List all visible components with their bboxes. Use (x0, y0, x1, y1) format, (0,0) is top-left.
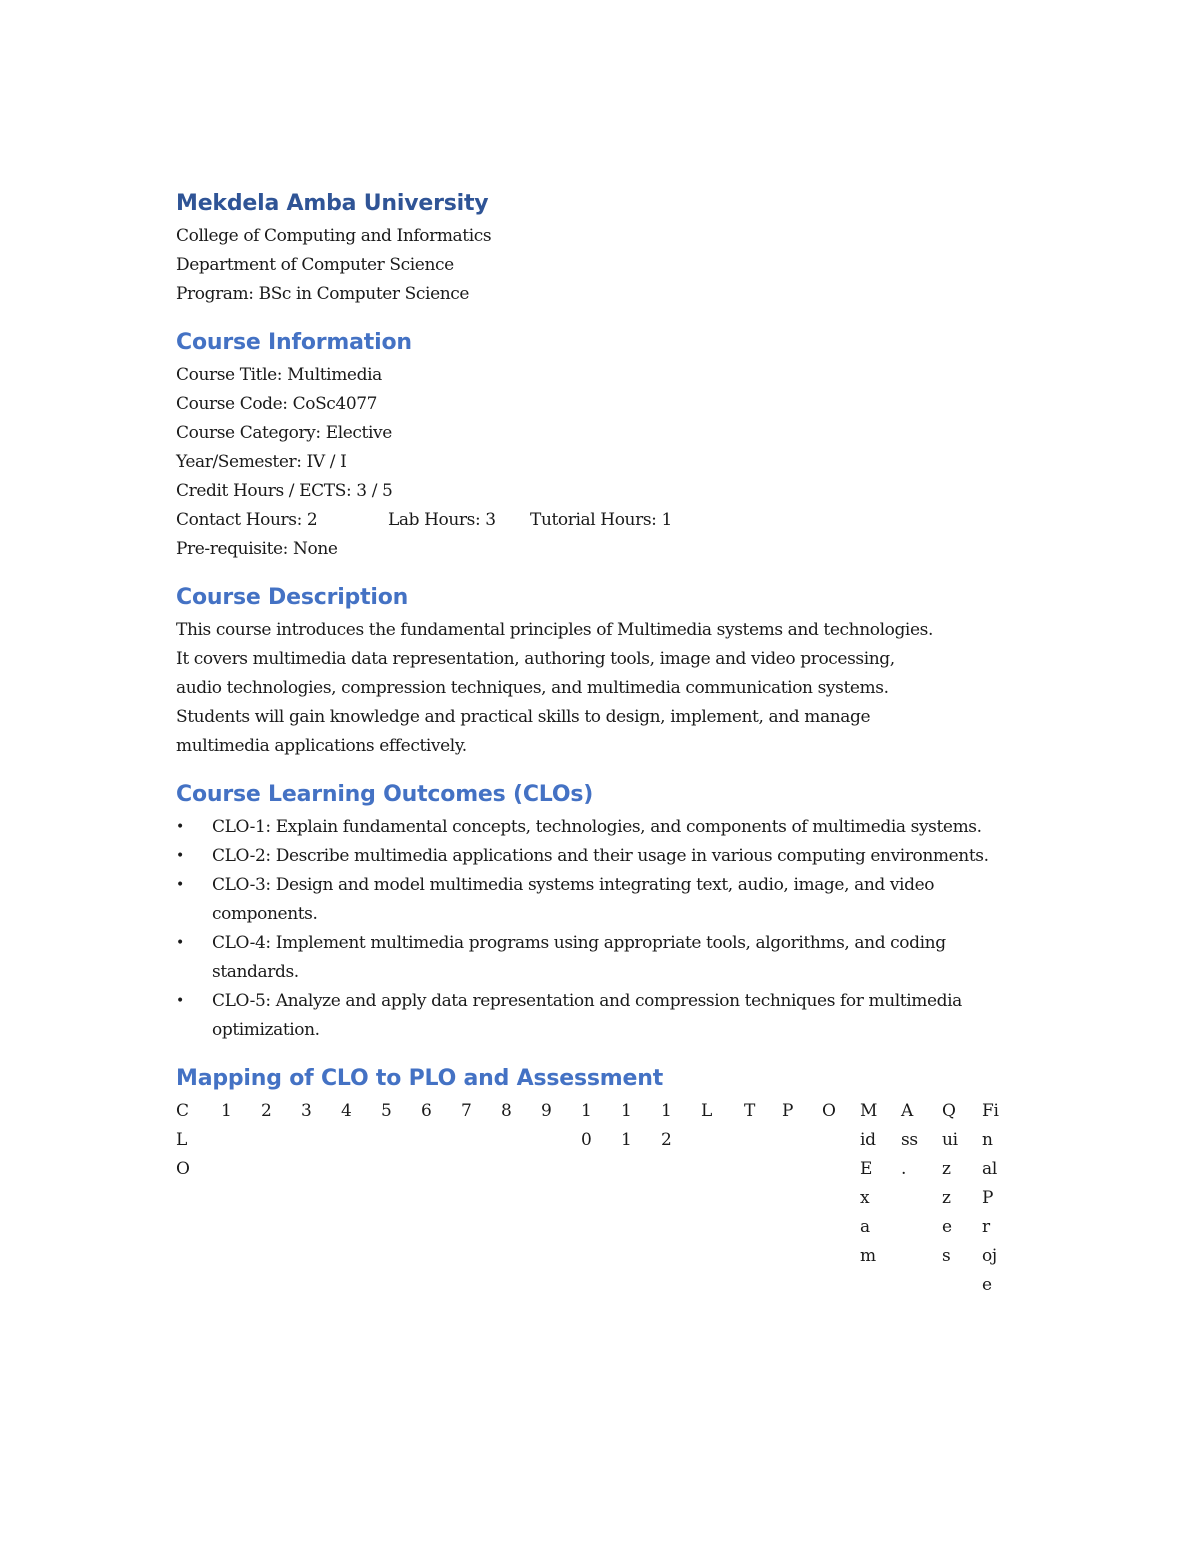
mapping-column (381, 1097, 392, 1126)
mapping-column (744, 1097, 755, 1126)
clo-list (176, 813, 1036, 1045)
mapping-cell-text: id (860, 1130, 876, 1150)
mapping-column (701, 1097, 712, 1126)
mapping-cell-text: L (176, 1130, 187, 1150)
mapping-cell-text: . (901, 1159, 907, 1179)
mapping-cell-text: al (982, 1159, 997, 1179)
description-line: audio technologies, compression techniques, and multimedia communication systems. (176, 678, 889, 698)
mapping-cell-text: 1 (621, 1101, 632, 1121)
mapping-cell-text: e (942, 1217, 952, 1237)
clo-item (176, 842, 992, 871)
document-page (176, 186, 1036, 1297)
mapping-column (461, 1097, 472, 1126)
bullet-icon: • (176, 819, 184, 835)
mapping-cell-text: 9 (541, 1101, 552, 1121)
mapping-cell-text: L (701, 1101, 712, 1121)
mapping-cell-text: r (982, 1217, 990, 1237)
mapping-cell-text: 3 (301, 1101, 312, 1121)
mapping-column (501, 1097, 512, 1126)
tutorial-hours: Tutorial Hours: 1 (530, 510, 672, 530)
mapping-column (860, 1097, 877, 1271)
header-section (176, 186, 1036, 309)
mapping-column (221, 1097, 232, 1126)
mapping-column (661, 1097, 672, 1155)
mapping-cell-text: z (942, 1159, 951, 1179)
clo-text: CLO-3: Design and model multimedia systems integrating text, audio, image, and video components. (212, 875, 935, 924)
course-description-heading: Course Description (176, 585, 409, 610)
clo-item (176, 871, 992, 929)
mapping-cell-text: oj (982, 1246, 997, 1266)
mapping-column (581, 1097, 592, 1155)
clo-text: CLO-1: Explain fundamental concepts, technologies, and components of multimedia systems. (212, 817, 982, 837)
mapping-column (421, 1097, 432, 1126)
mapping-cell-text: a (860, 1217, 870, 1237)
clo-text: CLO-5: Analyze and apply data representation and compression techniques for multimedia optimization. (212, 991, 962, 1040)
course-code: Course Code: CoSc4077 (176, 394, 378, 414)
mapping-cell-text: e (982, 1275, 992, 1295)
mapping-cell-text: 7 (461, 1101, 472, 1121)
mapping-cell-text: 2 (661, 1130, 672, 1150)
year-semester: Year/Semester: IV / I (176, 452, 347, 472)
mapping-column (901, 1097, 918, 1184)
mapping-cell-text: C (176, 1101, 189, 1121)
mapping-column (261, 1097, 272, 1126)
mapping-cell-text: ui (942, 1130, 958, 1150)
mapping-cell-text: 4 (341, 1101, 352, 1121)
clo-section (176, 777, 1036, 1045)
mapping-cell-text: P (982, 1188, 994, 1208)
university-title: Mekdela Amba University (176, 191, 489, 216)
description-line: It covers multimedia data representation, authoring tools, image and video processing, (176, 649, 895, 669)
mapping-cell-text: n (982, 1130, 993, 1150)
mapping-cell-text: x (860, 1188, 870, 1208)
mapping-cell-text: 1 (581, 1101, 592, 1121)
mapping-cell-text: 5 (381, 1101, 392, 1121)
mapping-cell-text: 0 (581, 1130, 592, 1150)
course-description-section (176, 580, 1036, 761)
mapping-cell-text: E (860, 1159, 873, 1179)
mapping-cell-text: O (176, 1159, 190, 1179)
mapping-cell-text: O (822, 1101, 836, 1121)
bullet-icon: • (176, 935, 184, 951)
mapping-table (176, 1097, 1036, 1297)
mapping-column (942, 1097, 958, 1271)
course-information-heading: Course Information (176, 330, 412, 355)
mapping-cell-text: T (744, 1101, 756, 1121)
bullet-icon: • (176, 877, 184, 893)
clo-text: CLO-2: Describe multimedia applications and their usage in various computing environments. (212, 846, 989, 866)
mapping-cell-text: 6 (421, 1101, 432, 1121)
mapping-cell-text: Fi (982, 1101, 999, 1121)
mapping-cell-text: m (860, 1246, 876, 1266)
bullet-icon: • (176, 848, 184, 864)
mapping-cell-text: Q (942, 1101, 956, 1121)
department-line: Department of Computer Science (176, 255, 454, 275)
mapping-column (822, 1097, 836, 1126)
description-line: multimedia applications effectively. (176, 736, 467, 756)
college-line: College of Computing and Informatics (176, 226, 492, 246)
mapping-cell-text: A (901, 1101, 913, 1121)
mapping-cell-text: 1 (221, 1101, 232, 1121)
hours-row (176, 506, 1036, 535)
course-information-section (176, 325, 1036, 564)
mapping-cell-text: 1 (621, 1130, 632, 1150)
mapping-column (782, 1097, 793, 1126)
clo-item (176, 813, 992, 842)
course-category: Course Category: Elective (176, 423, 392, 443)
mapping-column (341, 1097, 352, 1126)
description-line: This course introduces the fundamental principles of Multimedia systems and technologies. (176, 620, 933, 640)
clo-text: CLO-4: Implement multimedia programs using appropriate tools, algorithms, and coding standards. (212, 933, 946, 982)
mapping-section (176, 1061, 1036, 1297)
mapping-column (541, 1097, 552, 1126)
program-line: Program: BSc in Computer Science (176, 284, 470, 304)
mapping-cell-text: M (860, 1101, 878, 1121)
credit-hours: Credit Hours / ECTS: 3 / 5 (176, 481, 393, 501)
mapping-cell-text: z (942, 1188, 951, 1208)
mapping-heading: Mapping of CLO to PLO and Assessment (176, 1066, 664, 1091)
course-title: Course Title: Multimedia (176, 365, 382, 385)
lab-hours: Lab Hours: 3 (388, 510, 496, 530)
description-line: Students will gain knowledge and practical skills to design, implement, and manage (176, 707, 871, 727)
mapping-cell-text: s (942, 1246, 951, 1266)
bullet-icon: • (176, 993, 184, 1009)
clo-item (176, 929, 992, 987)
clo-item (176, 987, 992, 1045)
mapping-cell-text: 1 (661, 1101, 672, 1121)
mapping-cell-text: 8 (501, 1101, 512, 1121)
prerequisite: Pre-requisite: None (176, 539, 338, 559)
mapping-cell-text: 2 (261, 1101, 272, 1121)
contact-hours: Contact Hours: 2 (176, 510, 318, 530)
clo-heading: Course Learning Outcomes (CLOs) (176, 782, 594, 807)
mapping-cell-text: ss (901, 1130, 918, 1150)
mapping-column (301, 1097, 312, 1126)
mapping-cell-text: P (782, 1101, 794, 1121)
mapping-column (621, 1097, 632, 1155)
mapping-column (982, 1097, 999, 1300)
mapping-column (176, 1097, 190, 1184)
